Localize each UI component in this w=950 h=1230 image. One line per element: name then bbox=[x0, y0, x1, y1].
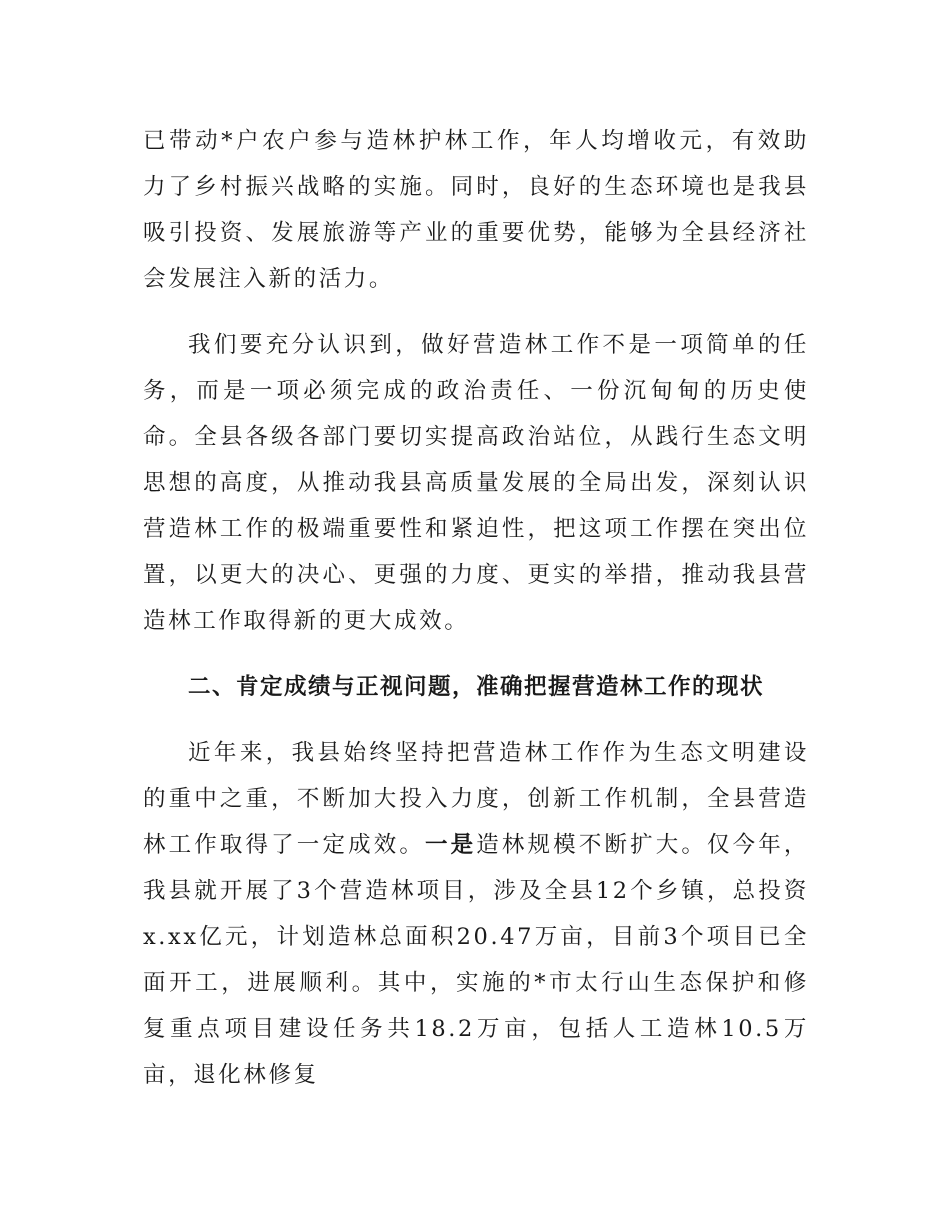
paragraph-2: 我们要充分认识到，做好营造林工作不是一项简单的任务，而是一项必须完成的政治责任、一份沉甸甸的历史使命。全县各级各部门要切实提高政治站位，从践行生态文明思想的高度，从推动我县高质量发展的全局出发，深刻认识营造林工作的极端重要性和紧迫性，把这项工作摆在突出位置，以更大的决心、更强的力度、更实的举措，推动我县营造林工作取得新的更大成效。 bbox=[143, 332, 809, 634]
paragraph-3-intro: 近年来，我县始终坚持把营造林工作作为生态文明建设的重中之重，不断加大投入力度，创新工作机制，全县营造林工作取得了一定成效。 bbox=[143, 740, 809, 858]
paragraph-3 bbox=[143, 730, 809, 1098]
paragraph-1: 已带动*户农户参与造林护林工作，年人均增收元，有效助力了乡村振兴战略的实施。同时，良好的生态环境也是我县吸引投资、发展旅游等产业的重要优势，能够为全县经济社会发展注入新的活力。 bbox=[143, 128, 809, 292]
paragraph-3-body: 造林规模不断扩大。仅今年，我县就开展了3个营造林项目，涉及全县12个乡镇，总投资x.xx亿元，计划造林总面积20.47万亩，目前3个项目已全面开工，进展顺利。其中，实施的*市太行山生态保护和修复重点项目建设任务共18.2万亩，包括人工造林10.5万亩，退化林修复 bbox=[143, 832, 810, 1088]
section-heading: 二、肯定成绩与正视问题，准确把握营造林工作的现状 bbox=[188, 674, 765, 700]
paragraph-3-bold-marker: 一是 bbox=[425, 832, 477, 858]
document-page bbox=[143, 118, 809, 1118]
